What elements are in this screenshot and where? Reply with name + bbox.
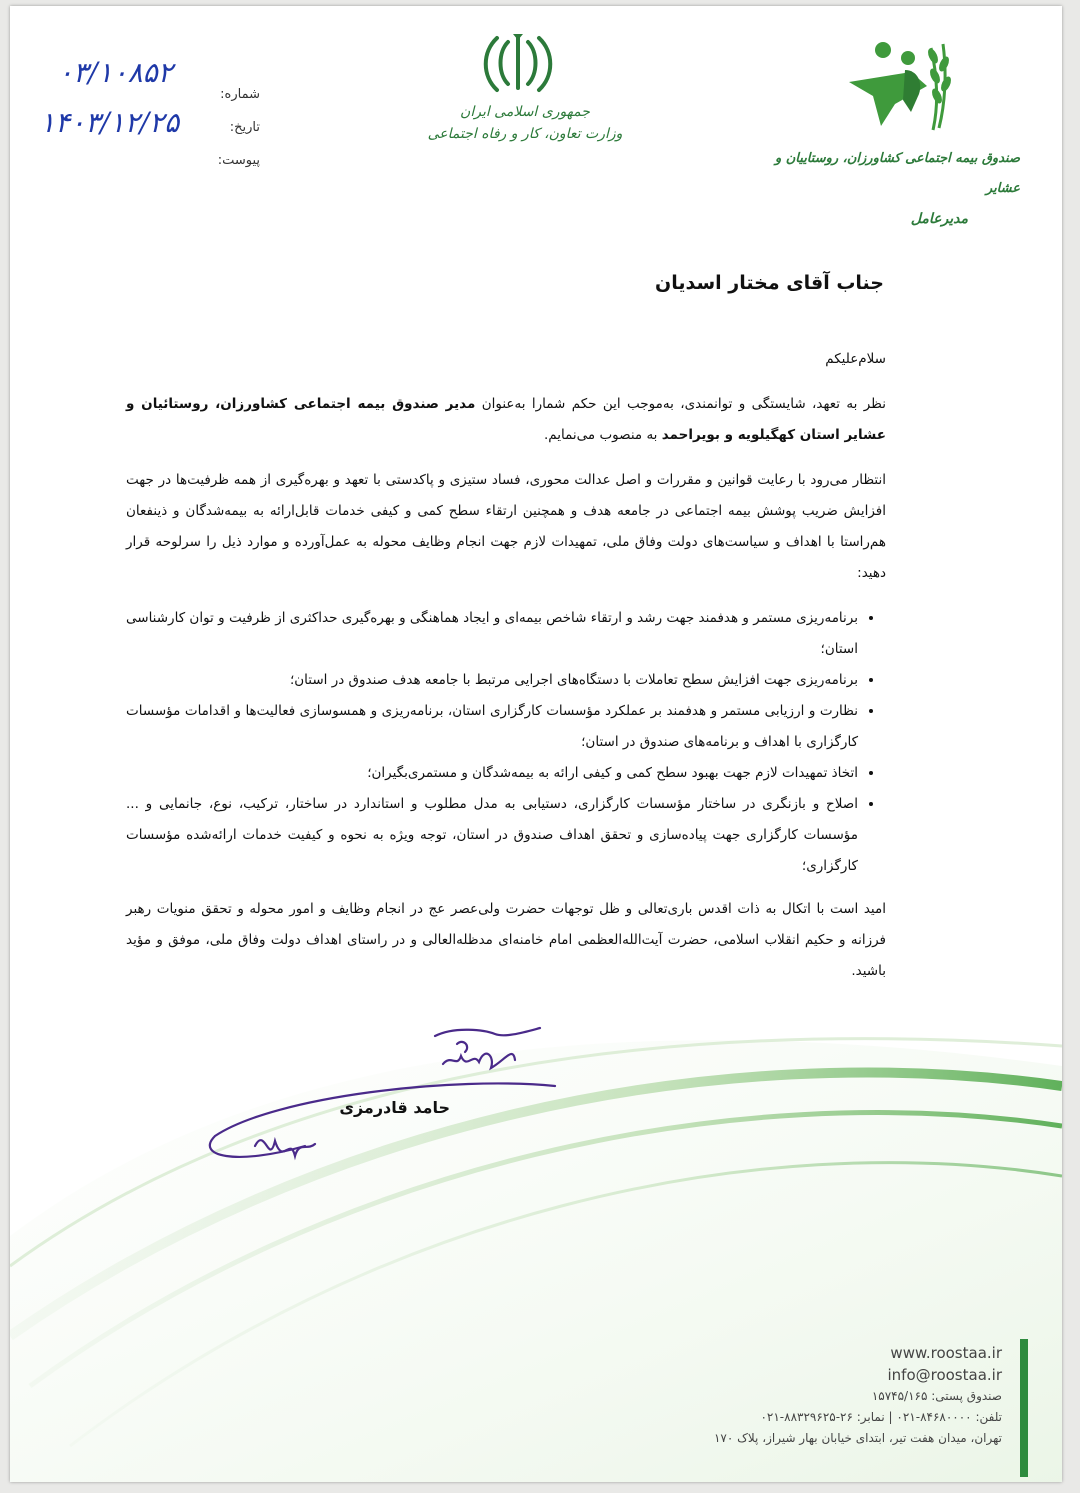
address: تهران، میدان هفت تیر، ابتدای خیابان بهار شیراز، پلاک ۱۷۰	[713, 1431, 1002, 1445]
roostaa-fund-logo	[845, 34, 965, 134]
gov-line-1: جمهوری اسلامی ایران	[460, 104, 590, 120]
iran-emblem-icon	[480, 30, 556, 100]
signer-name: حامد قادرمزی	[339, 1098, 450, 1117]
letter-sheet	[10, 6, 1062, 1482]
gov-line-2: وزارت تعاون، کار و رفاه اجتماعی	[427, 126, 623, 142]
handwritten-letter-number: ۰۳/۱۰۸۵۲	[58, 56, 173, 89]
letter-footer	[582, 1342, 1002, 1449]
duty-item: • اتخاذ تمهیدات لازم جهت بهبود سطح کمی و کیفی ارائه به بیمه‌شدگان و مستمری‌بگیران؛	[126, 758, 858, 789]
meta-labels	[200, 78, 260, 177]
email-link[interactable]: info@roostaa.ir	[887, 1366, 1002, 1384]
expectations-paragraph: انتظار می‌رود با رعایت قوانین و مقررات و اصل عدالت محوری، فساد ستیزی و پاکدستی با تعهد و بهره‌گیری از همه ظرفیت‌ها در جهت افزایش ضریب پوشش بیمه اجتماعی در جامعه هدف و همچنین ارتقاء سطح کمی و کیفی خدمات قابل‌ارائه به بیمه‌شدگان و ذینفعان هم‌راستا با اهداف و سیاست‌های دولت وفاق ملی، تمهیدات لازم جهت انجام وظایف محوله به عمل‌آورده و موارد ذیل را سرلوحه قرار دهید:	[126, 472, 886, 581]
recipient-title: جناب آقای مختار اسدیان	[655, 272, 884, 294]
closing-paragraph: امید است با اتکال به ذات اقدس باری‌تعالی و ظل توجهات حضرت ولی‌عصر عج در انجام وظایف و امور محوله و تحقق منویات رهبر فرزانه و حکیم انقلاب اسلامی، حضرت آیت‌الله‌العظمی امام خامنه‌ای مدظله‌العالی و در راستای اهداف دولت وفاق ملی، موفق و مؤید باشید.	[126, 901, 886, 979]
number-label: شماره:	[220, 87, 260, 102]
phone-fax: تلفن: ۸۴۶۸۰۰۰۰-۰۲۱ | نمابر: ۲۶-۸۸۳۲۹۶۲۵-۰۲۱	[760, 1410, 1002, 1424]
duty-item: • برنامه‌ریزی مستمر و هدفمند جهت رشد و ارتقاء شاخص بیمه‌ای و ایجاد هماهنگی و بهره‌گیری حداکثری از ظرفیت و توان کارشناسی استان؛	[126, 603, 858, 665]
appointment-position: مدیر صندوق بیمه اجتماعی کشاورزان، روستائیان و عشایر استان کهگیلویه و بویراحمد	[126, 396, 886, 443]
website-link[interactable]: www.roostaa.ir	[890, 1344, 1002, 1362]
organization-role: مدیرعامل	[910, 211, 968, 227]
date-label: تاریخ:	[229, 120, 260, 135]
appointment-text-1: نظر به تعهد، شایستگی و توانمندی، به‌موجب این حکم شمارا به‌عنوان	[481, 396, 886, 412]
government-header	[425, 101, 625, 145]
letter-body	[126, 344, 886, 1001]
organization-header	[770, 144, 1020, 234]
duty-item: • نظارت و ارزیابی مستمر و هدفمند بر عملکرد مؤسسات کارگزاری استان، برنامه‌ریزی و همسوسازی فعالیت‌ها و اقدامات مؤسسات کارگزاری با اهداف و برنامه‌های صندوق در استان؛	[126, 696, 858, 758]
organization-name: صندوق بیمه اجتماعی کشاورزان، روستاییان و عشایر	[774, 151, 1020, 196]
appointment-paragraph	[126, 389, 886, 451]
greeting: سلام‌علیکم	[825, 351, 886, 367]
duties-list	[126, 603, 886, 882]
handwritten-letter-date: ۱۴۰۳/۱۲/۲۵	[40, 106, 180, 139]
appointment-text-2: به منصوب می‌نمایم.	[543, 427, 658, 443]
duty-item: • اصلاح و بازنگری در ساختار مؤسسات کارگزاری، دستیابی به مدل مطلوب و استاندارد در ساختار، ترکیب، نوع، جانمایی و ... مؤسسات کارگزاری جهت پیاده‌سازی و تحقق اهداف صندوق در استان، توجه ویژه به نحوه و کیفیت خدمات ارائه‌شده مؤسسات کارگزاری؛	[126, 789, 858, 882]
duty-item: • برنامه‌ریزی جهت افزایش سطح تعاملات با دستگاه‌های اجرایی مرتبط با جامعه هدف صندوق در استان؛	[126, 665, 858, 696]
po-box: صندوق پستی: ۱۵۷۴۵/۱۶۵	[871, 1389, 1002, 1403]
attachment-label: پیوست:	[217, 153, 260, 168]
footer-green-bar	[1020, 1339, 1028, 1477]
